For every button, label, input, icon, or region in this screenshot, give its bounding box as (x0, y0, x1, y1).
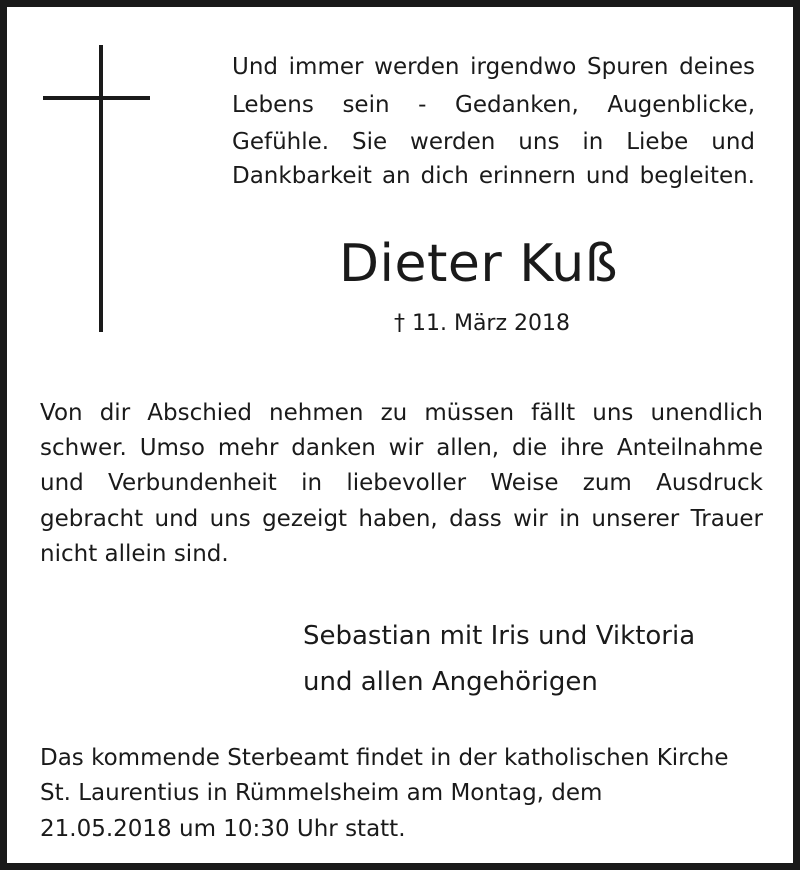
signers-line: und allen Angehörigen (303, 667, 598, 697)
service-line: Das kommende Sterbeamt findet in der katholischen Kirche (40, 745, 729, 771)
message-line: Von dir Abschied nehmen zu müssen fällt uns unendlich (40, 400, 763, 426)
verse-line: Dankbarkeit an dich erinnern und begleiten. (232, 163, 755, 189)
message-line: und Verbundenheit in liebevoller Weise zum Ausdruck (40, 470, 763, 496)
verse-line: Und immer werden irgendwo Spuren deines (232, 54, 755, 80)
verse-line: Gefühle. Sie werden uns in Liebe und (232, 129, 755, 155)
death-date: † 11. März 2018 (394, 311, 571, 336)
verse-line: Lebens sein - Gedanken, Augenblicke, (232, 92, 755, 118)
cross-horizontal-beam (43, 96, 150, 100)
service-line: 21.05.2018 um 10:30 Uhr statt. (40, 816, 406, 842)
signers-line: Sebastian mit Iris und Viktoria (303, 621, 696, 651)
cross-vertical-beam (99, 45, 103, 332)
service-line: St. Laurentius in Rümmelsheim am Montag, dem (40, 780, 603, 806)
message-line: schwer. Umso mehr danken wir allen, die ihre Anteilnahme (40, 435, 763, 461)
message-line: gebracht und uns gezeigt haben, dass wir in unserer Trauer (40, 506, 763, 532)
deceased-name: Dieter Kuß (339, 234, 618, 294)
message-line: nicht allein sind. (40, 541, 229, 567)
